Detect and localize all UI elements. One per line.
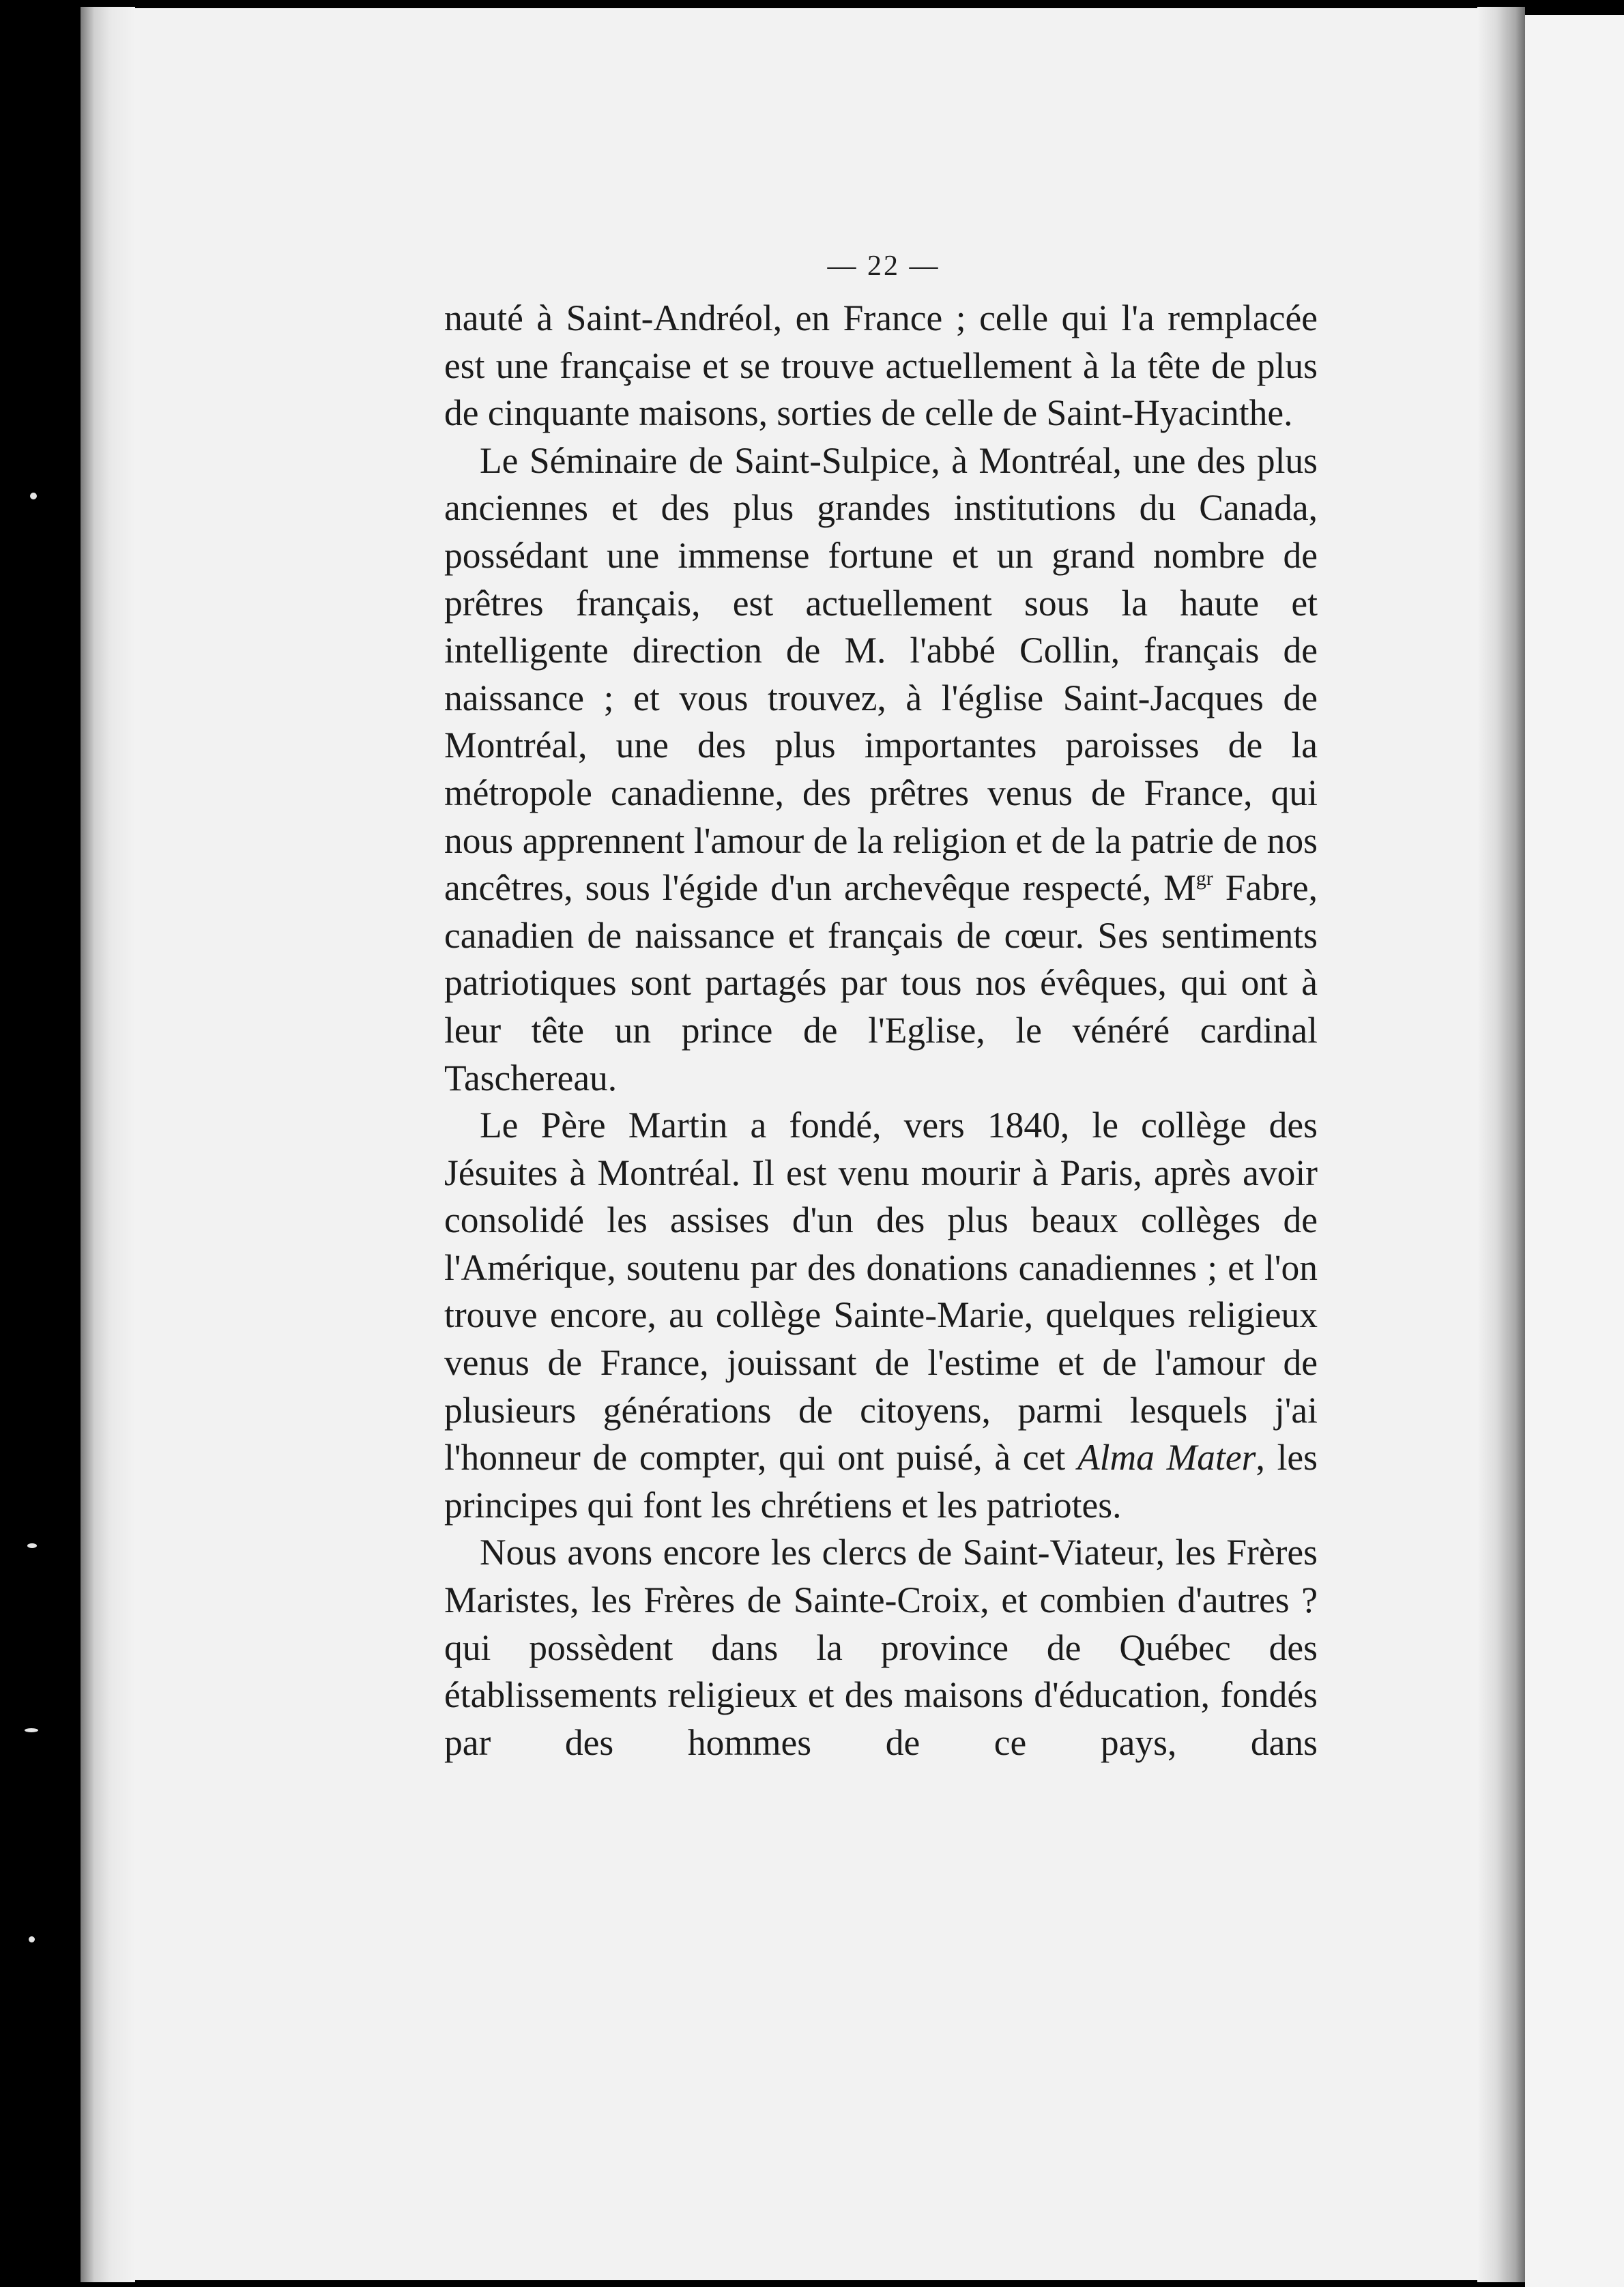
text-run: Fabre, canadien de naissance et français de cœur. Ses sentiments patriotiques sont partagés par tous nos évêques, qui ont à leur tête un prince de l'Eglise, le vénéré cardinal Taschereau. xyxy=(444,867,1318,1098)
body-text xyxy=(444,295,1318,1766)
margin-speck xyxy=(25,1728,38,1732)
paragraph xyxy=(444,437,1318,1102)
margin-speck xyxy=(29,1936,35,1942)
text-run: Nous avons encore les clercs de Saint-Viateur, les Frères Maristes, les Frères de Sainte-Croix, et combien d'autres ? qui possèdent dans la province de Québec des établissements religieux et des maisons d'éducation, fondés par des hommes de ce pays, dans xyxy=(444,1532,1318,1763)
page-gutter-shadow xyxy=(81,7,135,2282)
text-run: Le Séminaire de Saint-Sulpice, à Montréal, une des plus anciennes et des plus grandes institutions du Canada, possédant une immense fortune et un grand nombre de prêtres français, est actuellement sous la haute et intelligente direction de M. l'abbé Collin, français de naissance ; et vous trouvez, à l'église Saint-Jacques de Montréal, une des plus importantes paroisses de la métropole canadienne, des prêtres venus de France, qui nous apprennent l'amour de la religion et de la patrie de nos ancêtres, sous l'égide d'un archevêque respecté, M xyxy=(444,439,1318,909)
margin-speck xyxy=(30,493,37,499)
paragraph xyxy=(444,1102,1318,1529)
paragraph xyxy=(444,295,1318,437)
superscript-abbreviation: gr xyxy=(1195,867,1213,890)
page-edge-shadow xyxy=(1477,7,1525,2282)
next-page-sliver xyxy=(1525,15,1624,2287)
paragraph xyxy=(444,1529,1318,1766)
italic-phrase: Alma Mater xyxy=(1077,1437,1256,1478)
text-run: , les principes qui font les chrétiens et les patriotes. xyxy=(444,1437,1318,1526)
page-number: — 22 — xyxy=(827,250,940,282)
text-run: nauté à Saint-Andréol, en France ; celle qui l'a remplacée est une française et se trouve actuellement à la tête de plus de cinquante maisons, sorties de celle de Saint-Hyacinthe. xyxy=(444,297,1318,434)
margin-speck xyxy=(27,1543,37,1548)
text-run: Le Père Martin a fondé, vers 1840, le collège des Jésuites à Montréal. Il est venu mourir à Paris, après avoir consolidé les assises d'un des plus beaux collèges de l'Amérique, soutenu par des donations canadiennes ; et l'on trouve encore, au collège Sainte-Marie, quelques religieux venus de France, jouissant de l'estime et de l'amour de plusieurs générations de citoyens, parmi lesquels j'ai l'honneur de compter, qui ont puisé, à cet xyxy=(444,1105,1318,1478)
